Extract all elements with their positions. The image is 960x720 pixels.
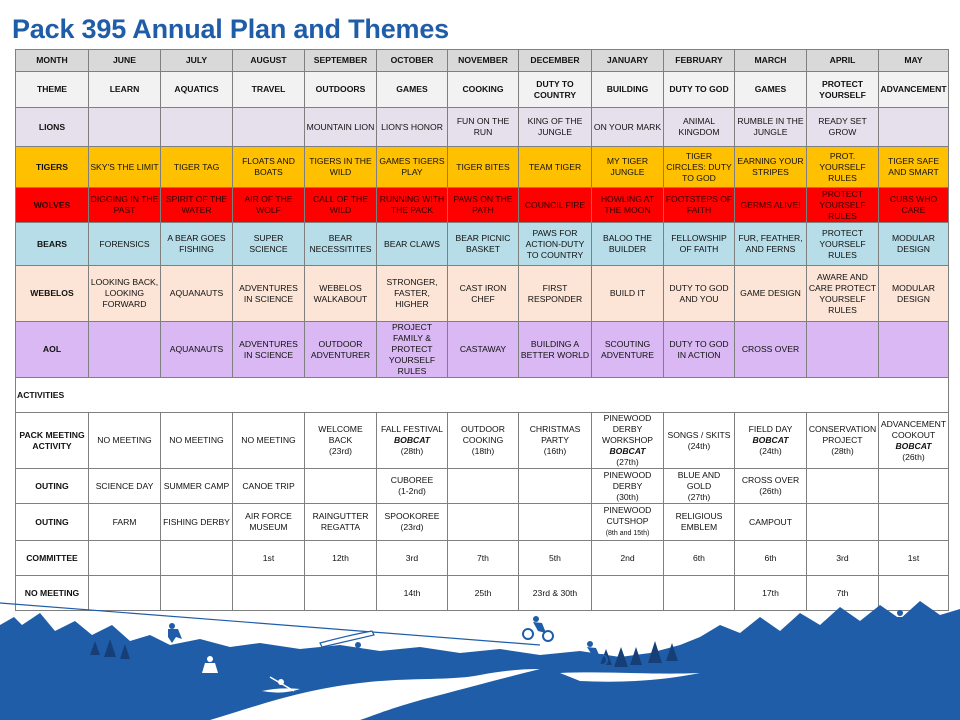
adventure-cell: AQUANAUTS <box>161 266 233 322</box>
adventure-cell: SUPER SCIENCE <box>233 223 305 266</box>
adventure-cell <box>89 108 161 147</box>
activity-date: (26th) <box>759 486 782 496</box>
adventure-cell: MY TIGER JUNGLE <box>592 147 664 188</box>
activity-name: FIELD DAY <box>748 424 793 434</box>
adventure-cell: ADVENTURES IN SCIENCE <box>233 266 305 322</box>
date-cell: 12th <box>305 541 377 576</box>
adventure-cell: FORENSICS <box>89 223 161 266</box>
adventure-cell: FOOTSTEPS OF FAITH <box>664 188 735 223</box>
adventure-cell: RUNNING WITH THE PACK <box>377 188 448 223</box>
activity-cell <box>807 413 879 469</box>
adventure-cell: WEBELOS WALKABOUT <box>305 266 377 322</box>
activity-name: WELCOME BACK <box>318 424 363 445</box>
header-cell: DECEMBER <box>519 50 592 72</box>
date-cell: 17th <box>735 576 807 611</box>
adventure-cell <box>161 108 233 147</box>
aol-row <box>16 322 949 378</box>
activity-name: OUTDOOR COOKING <box>461 424 505 445</box>
annual-plan-table <box>15 49 949 611</box>
adventure-cell <box>233 108 305 147</box>
row-label: TIGERS <box>16 147 89 188</box>
adventure-cell: PROTECT YOURSELF RULES <box>807 223 879 266</box>
header-cell: MARCH <box>735 50 807 72</box>
tigers-row <box>16 147 949 188</box>
mountain-range-icon <box>0 601 960 720</box>
theme-cell: AQUATICS <box>161 72 233 108</box>
adventure-cell: DUTY TO GOD IN ACTION <box>664 322 735 378</box>
activity-cell <box>448 413 519 469</box>
activity-date: (28th) <box>831 446 854 456</box>
wolves-row <box>16 188 949 223</box>
activity-name: CROSS OVER <box>741 475 800 485</box>
activity-date: (27th) <box>687 491 711 502</box>
row-label: WEBELOS <box>16 266 89 322</box>
date-cell: 5th <box>519 541 592 576</box>
row-label: LIONS <box>16 108 89 147</box>
header-cell: JULY <box>161 50 233 72</box>
adventure-cell: MODULAR DESIGN <box>879 266 949 322</box>
adventure-cell: ON YOUR MARK <box>592 108 664 147</box>
theme-row <box>16 72 949 108</box>
adventure-cell: OUTDOOR ADVENTURER <box>305 322 377 378</box>
activity-name: FALL FESTIVAL <box>380 424 444 434</box>
bobcat-label: BOBCAT <box>895 440 932 451</box>
activity-cell <box>879 413 949 469</box>
activity-date: (30th) <box>616 491 639 502</box>
activity-cell: CANOE TRIP <box>233 469 305 504</box>
activity-cell <box>377 504 448 541</box>
theme-cell: PROTECT YOURSELF <box>807 72 879 108</box>
adventure-cell <box>879 108 949 147</box>
date-cell <box>89 541 161 576</box>
header-cell: MAY <box>879 50 949 72</box>
adventure-cell: BALOO THE BUILDER <box>592 223 664 266</box>
activity-date: (18th) <box>471 446 495 456</box>
adventure-cell: TIGER TAG <box>161 147 233 188</box>
header-cell: SEPTEMBER <box>305 50 377 72</box>
activity-cell: NO MEETING <box>233 413 305 469</box>
adventure-cell: CROSS OVER <box>735 322 807 378</box>
adventure-cell: DIGGING IN THE PAST <box>89 188 161 223</box>
date-cell <box>161 541 233 576</box>
activity-name: SONGS / SKITS <box>667 429 731 440</box>
row-label: BEARS <box>16 223 89 266</box>
adventure-cell: CAST IRON CHEF <box>448 266 519 322</box>
adventure-cell <box>807 322 879 378</box>
adventure-cell: SCOUTING ADVENTURE <box>592 322 664 378</box>
activity-date: (8th and 15th) <box>605 530 650 537</box>
adventure-cell: GAME DESIGN <box>735 266 807 322</box>
activity-date: (23rd) <box>329 446 352 456</box>
activity-cell <box>879 504 949 541</box>
adventure-cell: BEAR PICNIC BASKET <box>448 223 519 266</box>
date-cell: 7th <box>807 576 879 611</box>
adventure-cell <box>879 322 949 378</box>
adventure-cell: CUBS WHO CARE <box>879 188 949 223</box>
adventure-cell: COUNCIL FIRE <box>519 188 592 223</box>
adventure-cell: FUR, FEATHER, AND FERNS <box>735 223 807 266</box>
activity-cell <box>807 469 879 504</box>
activity-cell: AIR FORCE MUSEUM <box>233 504 305 541</box>
committee-row <box>16 541 949 576</box>
adventure-cell: GAMES TIGERS PLAY <box>377 147 448 188</box>
outdoor-scene-illustration <box>0 595 960 720</box>
activity-cell <box>735 413 807 469</box>
adventure-cell: RUMBLE IN THE JUNGLE <box>735 108 807 147</box>
date-cell: 14th <box>377 576 448 611</box>
activity-date: (28th) <box>400 446 424 456</box>
adventure-cell: TIGER CIRCLES: DUTY TO GOD <box>664 147 735 188</box>
adventure-cell: TEAM TIGER <box>519 147 592 188</box>
activity-cell <box>592 504 664 541</box>
adventure-cell <box>89 322 161 378</box>
adventure-cell: ADVENTURES IN SCIENCE <box>233 322 305 378</box>
date-cell: 3rd <box>377 541 448 576</box>
adventure-cell: AIR OF THE WOLF <box>233 188 305 223</box>
webelos-row <box>16 266 949 322</box>
adventure-cell: AQUANAUTS <box>161 322 233 378</box>
adventure-cell: PROTECT YOURSELF RULES <box>807 188 879 223</box>
adventure-cell: FLOATS AND BOATS <box>233 147 305 188</box>
month-header-row <box>16 50 949 72</box>
bobcat-label: BOBCAT <box>393 435 431 445</box>
header-cell: FEBRUARY <box>664 50 735 72</box>
row-label: COMMITTEE <box>16 541 89 576</box>
adventure-cell: ANIMAL KINGDOM <box>664 108 735 147</box>
activity-cell <box>305 469 377 504</box>
adventure-cell: EARNING YOUR STRIPES <box>735 147 807 188</box>
adventure-cell: BEAR CLAWS <box>377 223 448 266</box>
row-label: OUTING <box>16 504 89 541</box>
activity-cell <box>519 413 592 469</box>
date-cell: 23rd & 30th <box>519 576 592 611</box>
adventure-cell: BUILD IT <box>592 266 664 322</box>
bobcat-label: BOBCAT <box>752 435 789 445</box>
activity-date: (27th) <box>616 457 639 467</box>
date-cell: 7th <box>448 541 519 576</box>
activity-cell: SUMMER CAMP <box>161 469 233 504</box>
activity-date: (24th) <box>759 446 782 456</box>
activity-cell: FARM <box>89 504 161 541</box>
activity-cell <box>664 413 735 469</box>
activity-cell <box>664 469 735 504</box>
activity-cell <box>592 469 664 504</box>
adventure-cell: GERMS ALIVE! <box>735 188 807 223</box>
row-label: NO MEETING <box>16 576 89 611</box>
activity-date: (26th) <box>902 451 925 462</box>
activity-date: (24th) <box>687 440 711 451</box>
theme-cell: THEME <box>16 72 89 108</box>
adventure-cell: CASTAWAY <box>448 322 519 378</box>
adventure-cell: A BEAR GOES FISHING <box>161 223 233 266</box>
theme-cell: DUTY TO COUNTRY <box>519 72 592 108</box>
date-cell: 25th <box>448 576 519 611</box>
adventure-cell: TIGERS IN THE WILD <box>305 147 377 188</box>
adventure-cell: MODULAR DESIGN <box>879 223 949 266</box>
adventure-cell: FIRST RESPONDER <box>519 266 592 322</box>
outing-row <box>16 469 949 504</box>
activity-cell: RELIGIOUS EMBLEM <box>664 504 735 541</box>
date-cell: 1st <box>879 541 949 576</box>
activity-name: CUBOREE <box>390 475 434 485</box>
adventure-cell: BEAR NECESSITITES <box>305 223 377 266</box>
activity-name: PINEWOOD DERBY <box>603 469 652 491</box>
activities-section-row <box>16 378 949 413</box>
row-label: OUTING <box>16 469 89 504</box>
activity-cell <box>377 469 448 504</box>
activity-cell <box>735 469 807 504</box>
outing-row <box>16 504 949 541</box>
date-cell: 6th <box>735 541 807 576</box>
activity-name: CHRISTMAS PARTY <box>529 424 581 445</box>
activity-date: (23rd) <box>400 522 424 532</box>
activity-cell <box>592 413 664 469</box>
adventure-cell: MOUNTAIN LION <box>305 108 377 147</box>
activity-cell: CAMPOUT <box>735 504 807 541</box>
activity-cell <box>519 469 592 504</box>
header-cell: OCTOBER <box>377 50 448 72</box>
header-cell: NOVEMBER <box>448 50 519 72</box>
adventure-cell: TIGER BITES <box>448 147 519 188</box>
header-cell: AUGUST <box>233 50 305 72</box>
adventure-cell: LION'S HONOR <box>377 108 448 147</box>
theme-cell: ADVANCEMENT <box>879 72 949 108</box>
row-label: AOL <box>16 322 89 378</box>
adventure-cell: PAWS ON THE PATH <box>448 188 519 223</box>
lions-row <box>16 108 949 147</box>
theme-cell: TRAVEL <box>233 72 305 108</box>
adventure-cell: LOOKING BACK, LOOKING FORWARD <box>89 266 161 322</box>
row-label: WOLVES <box>16 188 89 223</box>
activity-name: PINEWOOD CUTSHOP <box>603 505 652 526</box>
activity-name: ADVANCEMENT COOKOUT <box>880 418 947 440</box>
date-cell: 3rd <box>807 541 879 576</box>
activity-cell: FISHING DERBY <box>161 504 233 541</box>
activity-cell <box>448 504 519 541</box>
date-cell: 1st <box>233 541 305 576</box>
zipliner-icon <box>168 623 182 643</box>
theme-cell: OUTDOORS <box>305 72 377 108</box>
adventure-cell: TIGER SAFE AND SMART <box>879 147 949 188</box>
adventure-cell: PROJECT FAMILY & PROTECT YOURSELF RULES <box>377 322 448 378</box>
date-cell: 2nd <box>592 541 664 576</box>
bears-row <box>16 223 949 266</box>
activity-date: (1-2nd) <box>398 486 426 496</box>
adventure-cell: DUTY TO GOD AND YOU <box>664 266 735 322</box>
activity-cell <box>879 469 949 504</box>
adventure-cell: SPIRIT OF THE WATER <box>161 188 233 223</box>
activity-name: CONSERVATION PROJECT <box>808 424 877 445</box>
activity-cell <box>519 504 592 541</box>
activity-cell <box>377 413 448 469</box>
activity-cell: NO MEETING <box>161 413 233 469</box>
adventure-cell: FELLOWSHIP OF FAITH <box>664 223 735 266</box>
activity-cell: NO MEETING <box>89 413 161 469</box>
activity-cell <box>807 504 879 541</box>
theme-cell: LEARN <box>89 72 161 108</box>
pack-meeting-row <box>16 413 949 469</box>
theme-cell: COOKING <box>448 72 519 108</box>
adventure-cell: READY SET GROW <box>807 108 879 147</box>
page-title: Pack 395 Annual Plan and Themes <box>12 14 449 44</box>
theme-cell: BUILDING <box>592 72 664 108</box>
activity-cell: RAINGUTTER REGATTA <box>305 504 377 541</box>
adventure-cell: BUILDING A BETTER WORLD <box>519 322 592 378</box>
activity-name: BLUE AND GOLD <box>677 469 721 491</box>
theme-cell: GAMES <box>377 72 448 108</box>
activity-name: PINEWOOD DERBY WORKSHOP <box>601 413 654 445</box>
header-cell: JANUARY <box>592 50 664 72</box>
adventure-cell: PROT. YOURSELF RULES <box>807 147 879 188</box>
activity-cell <box>305 413 377 469</box>
theme-cell: GAMES <box>735 72 807 108</box>
adventure-cell: FUN ON THE RUN <box>448 108 519 147</box>
adventure-cell: STRONGER, FASTER, HIGHER <box>377 266 448 322</box>
adventure-cell: KING OF THE JUNGLE <box>519 108 592 147</box>
adventure-cell: HOWLING AT THE MOON <box>592 188 664 223</box>
bobcat-label: BOBCAT <box>609 446 646 456</box>
adventure-cell: CALL OF THE WILD <box>305 188 377 223</box>
adventure-cell: PAWS FOR ACTION-DUTY TO COUNTRY <box>519 223 592 266</box>
activity-date: (16th) <box>543 446 567 456</box>
header-cell: JUNE <box>89 50 161 72</box>
activity-name: SPOOKOREE <box>384 511 440 521</box>
canoe-portage-icon <box>320 631 374 647</box>
header-cell: MONTH <box>16 50 89 72</box>
activities-heading: ACTIVITIES <box>16 378 949 413</box>
theme-cell: DUTY TO GOD <box>664 72 735 108</box>
date-cell: 6th <box>664 541 735 576</box>
header-cell: APRIL <box>807 50 879 72</box>
activity-cell: SCIENCE DAY <box>89 469 161 504</box>
activity-cell <box>448 469 519 504</box>
row-label: PACK MEETING ACTIVITY <box>16 413 89 469</box>
adventure-cell: SKY'S THE LIMIT <box>89 147 161 188</box>
adventure-cell: AWARE AND CARE PROTECT YOURSELF RULES <box>807 266 879 322</box>
